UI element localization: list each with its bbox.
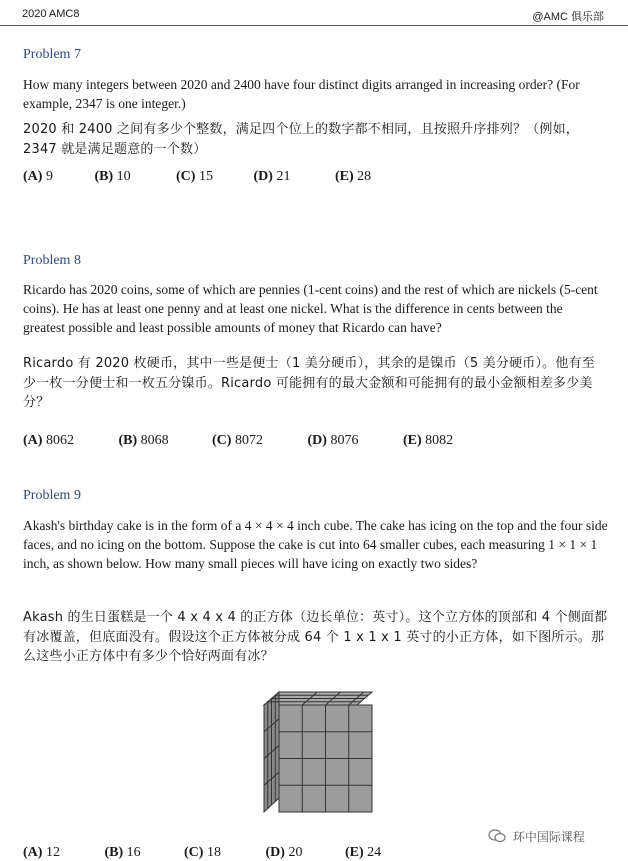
choice: (E) 8082 [403,433,454,448]
choice: (A) 8062 [23,433,74,448]
choice: (D) 20 [265,845,303,860]
problem-8-title: Problem 8 [23,253,81,268]
wechat-icon [488,829,506,846]
choice: (A) 9 [23,169,53,184]
problem-7-text-cn: 2020 和 2400 之间有多少个整数，满足四个位上的数字都不相同，且按照升序排列？（例如，2347 就是满足题意的一个数） [23,122,579,157]
problem-7-choices [23,169,371,185]
watermark [488,828,585,846]
problem-7-title: Problem 7 [23,47,81,62]
problem-8-text-en: Ricardo has 2020 coins, some of which are pennies (1-cent coins) and the rest of which are nickels (5-cent coins). He has at least one penny and at least one nickel. What is the difference in cents between the greatest possible and least possible amounts of money that Ricardo can have? [23,282,598,335]
choice: (C) 8072 [212,433,263,448]
choice: (B) 10 [94,169,131,184]
choice: (C) 15 [176,169,213,184]
choice: (B) 8068 [118,433,169,448]
choice: (D) 21 [253,169,291,184]
problem-9-text-en: Akash's birthday cake is in the form of a 4 × 4 × 4 inch cube. The cake has icing on the top and the four side faces, and no icing on the bottom. Suppose the cake is cut into 64 smaller cubes, each measuring 1 × 1 × 1 inch, as shown below. How many small pieces will have icing on exactly two sides? [23,518,608,571]
problem-8-choices [23,433,453,449]
choice: (E) 24 [345,845,382,860]
problem-7-text-en: How many integers between 2020 and 2400 have four distinct digits arranged in increasing order? (For example, 2347 is one integer.) [23,77,580,111]
problem-9-text-cn: Akash 的生日蛋糕是一个 4 x 4 x 4 的正方体（边长单位：英寸）。这个立方体的顶部和 4 个侧面都有冰覆盖，但底面没有。假设这个正方体被分成 64 个 1 x 1 x 1 英寸的小正方体，如下图所示。那么这些小正方体中有多少个恰好两面有冰？ [23,610,608,664]
page-header [0,0,628,26]
problem-9-choices [23,845,381,861]
choice: (D) 8076 [307,433,359,448]
watermark-text: 环中国际课程 [512,830,585,844]
cube-figure [254,690,374,815]
choice: (C) 18 [184,845,221,860]
header-left: 2020 AMC8 [22,8,80,20]
choice: (B) 16 [104,845,141,860]
header-right: @AMC 俱乐部 [532,11,604,23]
choice: (A) 12 [23,845,60,860]
problem-8-text-cn: Ricardo 有 2020 枚硬币，其中一些是便士（1 美分硬币），其余的是镍币（5 美分硬币）。他有至少一枚一分便士和一枚五分镍币。Ricardo 可能拥有的最大金额和可能拥有的最小金额相差多少美分？ [23,356,595,410]
problem-9-title: Problem 9 [23,488,81,503]
choice: (E) 28 [335,169,372,184]
